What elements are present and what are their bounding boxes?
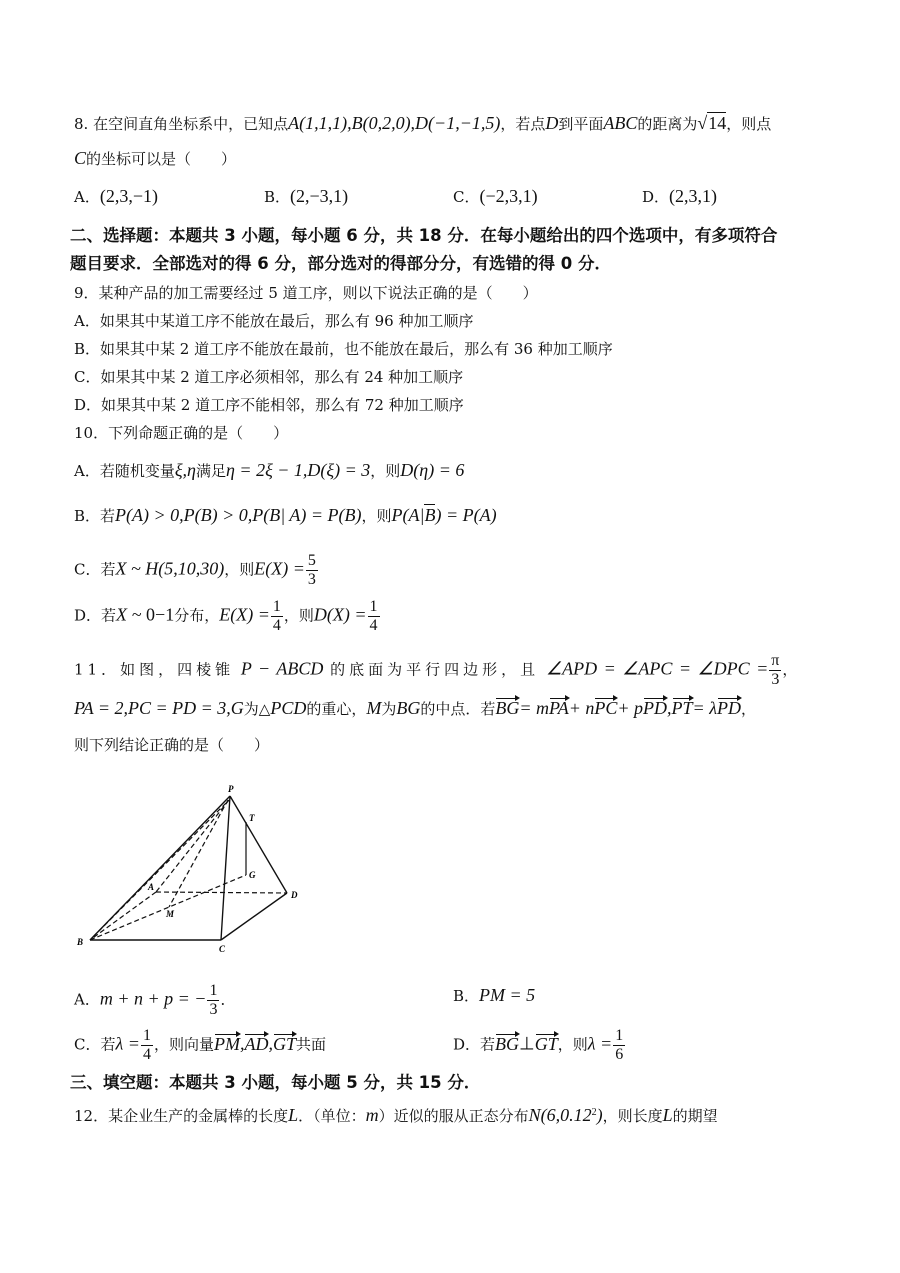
vector: BG <box>495 698 520 718</box>
vector: PM <box>213 1033 240 1054</box>
math-expr: P(A| <box>391 505 425 525</box>
sqrt-icon: √ <box>697 113 708 133</box>
math-expr: PCD <box>270 698 307 718</box>
q12-text: ．（单位： <box>298 1107 366 1125</box>
edge-ad <box>156 892 287 893</box>
label-t: T <box>249 813 255 823</box>
option-value: (2,3,−1) <box>99 186 158 206</box>
denominator: 3 <box>307 571 316 588</box>
option-label: C． <box>453 188 480 206</box>
vector: PA <box>549 698 569 718</box>
q11-text: ， <box>782 660 798 679</box>
q9-option-d[interactable]: D．如果其中某 2 道工序不能相邻，那么有 72 种加工顺序 <box>74 396 464 414</box>
option-text: ，则 <box>557 1035 588 1054</box>
q8-text: ，则点 <box>726 115 772 133</box>
segment-pm <box>169 800 228 907</box>
label-a: A <box>148 882 155 892</box>
numerator: 1 <box>209 982 218 999</box>
math-expr: m + n + p = − <box>99 988 207 1009</box>
q8-option-c[interactable] <box>453 186 538 207</box>
vector: PD <box>643 698 668 718</box>
vector: GT <box>272 1033 296 1054</box>
edge-pc <box>221 796 230 940</box>
vector: PD <box>717 698 741 718</box>
option-text: 分布， <box>174 606 220 625</box>
fraction <box>207 982 219 1019</box>
math-expr: ξ,η <box>174 460 196 480</box>
option-label: C．若 <box>74 1035 116 1054</box>
math-expr: λ = <box>587 1033 613 1054</box>
q8-option-d[interactable] <box>642 186 717 207</box>
math-expr: + n <box>568 698 595 718</box>
fraction <box>769 652 781 689</box>
q11-text: 为△ <box>243 700 271 718</box>
q11-line1 <box>74 652 797 689</box>
denominator: 3 <box>771 671 780 688</box>
q11-option-d[interactable] <box>453 1027 626 1064</box>
math-expr: L <box>662 1105 673 1125</box>
option-label: D．若 <box>74 606 117 625</box>
option-label: B． <box>264 188 291 206</box>
q11-text: 的底面为平行四边形，且 <box>330 660 540 679</box>
math-expr: D(η) = 6 <box>400 460 465 480</box>
denominator: 4 <box>142 1046 151 1063</box>
option-value: (2,−3,1) <box>290 186 349 206</box>
label-c: C <box>219 944 226 954</box>
fraction <box>271 598 283 635</box>
q11-text: 的重心， <box>306 700 367 718</box>
edge-cd <box>221 893 287 940</box>
math-expr: , <box>667 698 672 718</box>
q8-option-a[interactable] <box>74 186 158 207</box>
q9-option-c[interactable]: C．如果其中某 2 道工序必须相邻，那么有 24 种加工顺序 <box>74 368 464 386</box>
q8-plane: ABC <box>603 113 638 133</box>
option-label: D． <box>642 188 670 206</box>
option-text: ，则向量 <box>153 1035 214 1054</box>
section3-heading: 三、填空题：本题共 3 小题，每小题 5 分，共 15 分． <box>70 1073 481 1092</box>
q11-text: 的中点．若 <box>420 700 496 718</box>
option-label: A． <box>74 990 100 1009</box>
q12-line1 <box>74 1103 718 1126</box>
option-text: 共面 <box>295 1035 326 1054</box>
math-expr: X ~ H(5,10,30) <box>115 558 225 579</box>
q11-text: ， <box>741 700 757 718</box>
q9-option-b[interactable]: B．如果其中某 2 道工序不能放在最前，也不能放在最后，那么有 36 种加工顺序 <box>74 340 613 358</box>
math-expr: P(A) > 0,P(B) > 0,P(B| A) = P(B) <box>115 505 362 525</box>
vector: PT <box>671 698 693 718</box>
q11-line3: 则下列结论正确的是（ ） <box>74 736 270 754</box>
option-text: ，则 <box>224 560 255 579</box>
vector: GT <box>534 1033 558 1054</box>
q8-text: ，若点 <box>500 115 546 133</box>
q8-distance: 14 <box>708 113 727 133</box>
math-expr: BG <box>396 698 421 718</box>
q10-option-d[interactable] <box>74 598 381 635</box>
q10-option-c[interactable] <box>74 552 319 589</box>
option-text: ，则 <box>283 606 314 625</box>
numerator: π <box>771 652 780 669</box>
math-expr: E(X) = <box>219 604 270 625</box>
math-expr: D(X) = <box>313 604 367 625</box>
unit: m <box>365 1105 379 1125</box>
superscript: 2 <box>591 1107 597 1118</box>
math-expr: ∠APD = ∠APC = ∠DPC = <box>545 658 769 679</box>
math-expr: = λ <box>692 698 717 718</box>
section2-heading-cont: 题目要求．全部选对的得 6 分，部分选对的得部分分，有选错的得 0 分． <box>70 254 611 273</box>
math-expr: PM = 5 <box>479 985 536 1005</box>
q10-stem: 10．下列命题正确的是（ ） <box>74 424 289 442</box>
math-expr: M <box>366 698 382 718</box>
math-expr: ~ 0−1 <box>131 604 175 625</box>
q10-option-b[interactable] <box>74 505 497 526</box>
fraction <box>613 1027 625 1064</box>
label-m: M <box>166 909 175 919</box>
q12-text: 12．某企业生产的金属棒的长度 <box>74 1107 289 1125</box>
option-label: A． <box>74 188 100 206</box>
pyramid-figure <box>70 775 310 960</box>
q8-line2 <box>74 148 236 169</box>
perpendicular-icon: ⊥ <box>519 1033 535 1054</box>
math-expr: η = 2ξ − 1,D(ξ) = 3 <box>226 460 371 480</box>
fraction <box>368 598 380 635</box>
label-g: G <box>249 870 256 880</box>
q9-option-a[interactable]: A．如果其中某道工序不能放在最后，那么有 96 种加工顺序 <box>74 312 474 330</box>
math-expr: N(6,0.12 <box>528 1105 592 1125</box>
option-text: ． <box>220 990 236 1009</box>
math-expr: ) <box>596 1105 603 1125</box>
edge-pa <box>156 800 229 892</box>
option-text: ，则 <box>361 507 392 525</box>
math-expr: P − ABCD <box>240 658 324 679</box>
q11-option-a[interactable] <box>74 982 235 1019</box>
vector: AD <box>244 1033 269 1054</box>
math-expr: X <box>116 604 128 625</box>
option-label: B．若 <box>74 507 116 525</box>
segment-pb-inner <box>92 803 226 938</box>
math-expr: = m <box>519 698 550 718</box>
denominator: 3 <box>209 1001 218 1018</box>
math-expr: PA = 2,PC = PD = 3,G <box>74 698 244 718</box>
vector: BG <box>495 1033 520 1054</box>
label-p: P <box>228 784 234 794</box>
math-expr: E(X) = <box>254 558 305 579</box>
q11-line2 <box>74 698 756 719</box>
q8-points: A(1,1,1),B(0,2,0),D(−1,−1,5) <box>288 113 501 133</box>
numerator: 1 <box>272 598 281 615</box>
q11-option-b[interactable] <box>453 985 535 1006</box>
denominator: 4 <box>272 617 281 634</box>
q8-option-b[interactable] <box>264 186 348 207</box>
fraction <box>306 552 318 589</box>
denominator: 4 <box>369 617 378 634</box>
math-expr: + p <box>617 698 644 718</box>
q9-stem: 9．某种产品的加工需要经过 5 道工序，则以下说法正确的是（ ） <box>74 284 538 302</box>
option-label: C．若 <box>74 560 116 579</box>
q8-point-d: D <box>545 113 559 133</box>
option-value: (−2,3,1) <box>479 186 538 206</box>
numerator: 1 <box>615 1027 624 1044</box>
label-d: D <box>291 890 298 900</box>
option-label: A．若随机变量 <box>74 462 175 480</box>
q8-text: 的距离为 <box>637 115 698 133</box>
q12-text: ）近似的服从正态分布 <box>378 1107 529 1125</box>
option-label: D．若 <box>453 1035 496 1054</box>
q11-text: 为 <box>381 700 397 718</box>
q8-text: 8. 在空间直角坐标系中，已知点 <box>74 115 289 133</box>
q11-text: 11．如图，四棱锥 <box>74 660 235 679</box>
q10-option-a[interactable] <box>74 460 464 481</box>
denominator: 6 <box>615 1046 624 1063</box>
q8-line1 <box>74 113 771 134</box>
q11-option-c[interactable]: C．若λ = $\frac{1}{4}$ ，则向量PM,AD,GT共面 <box>74 1027 326 1063</box>
edge-ab <box>90 892 156 940</box>
option-text: 满足 <box>195 462 226 480</box>
math-expr: ) = P(A) <box>435 505 497 525</box>
q12-text: 的期望 <box>672 1107 718 1125</box>
math-expr: λ = <box>115 1033 140 1054</box>
q8-point-c: C <box>74 148 87 168</box>
q8-text: 到平面 <box>558 115 604 133</box>
math-complement: B <box>424 505 436 525</box>
fraction <box>141 1027 153 1064</box>
numerator: 1 <box>142 1027 151 1044</box>
q8-text: 的坐标可以是（ ） <box>86 150 237 168</box>
vector: PC <box>594 698 618 718</box>
math-expr: L <box>288 1105 299 1125</box>
section2-heading: 二、选择题：本题共 3 小题，每小题 6 分，共 18 分．在每小题给出的四个选项中，有多项符合 <box>70 226 778 245</box>
numerator: 5 <box>307 552 316 569</box>
option-text: ，则 <box>370 462 401 480</box>
numerator: 1 <box>369 598 378 615</box>
label-b: B <box>77 937 84 947</box>
q12-text: ，则长度 <box>602 1107 663 1125</box>
option-label: B． <box>453 987 480 1005</box>
option-value: (2,3,1) <box>669 186 718 206</box>
